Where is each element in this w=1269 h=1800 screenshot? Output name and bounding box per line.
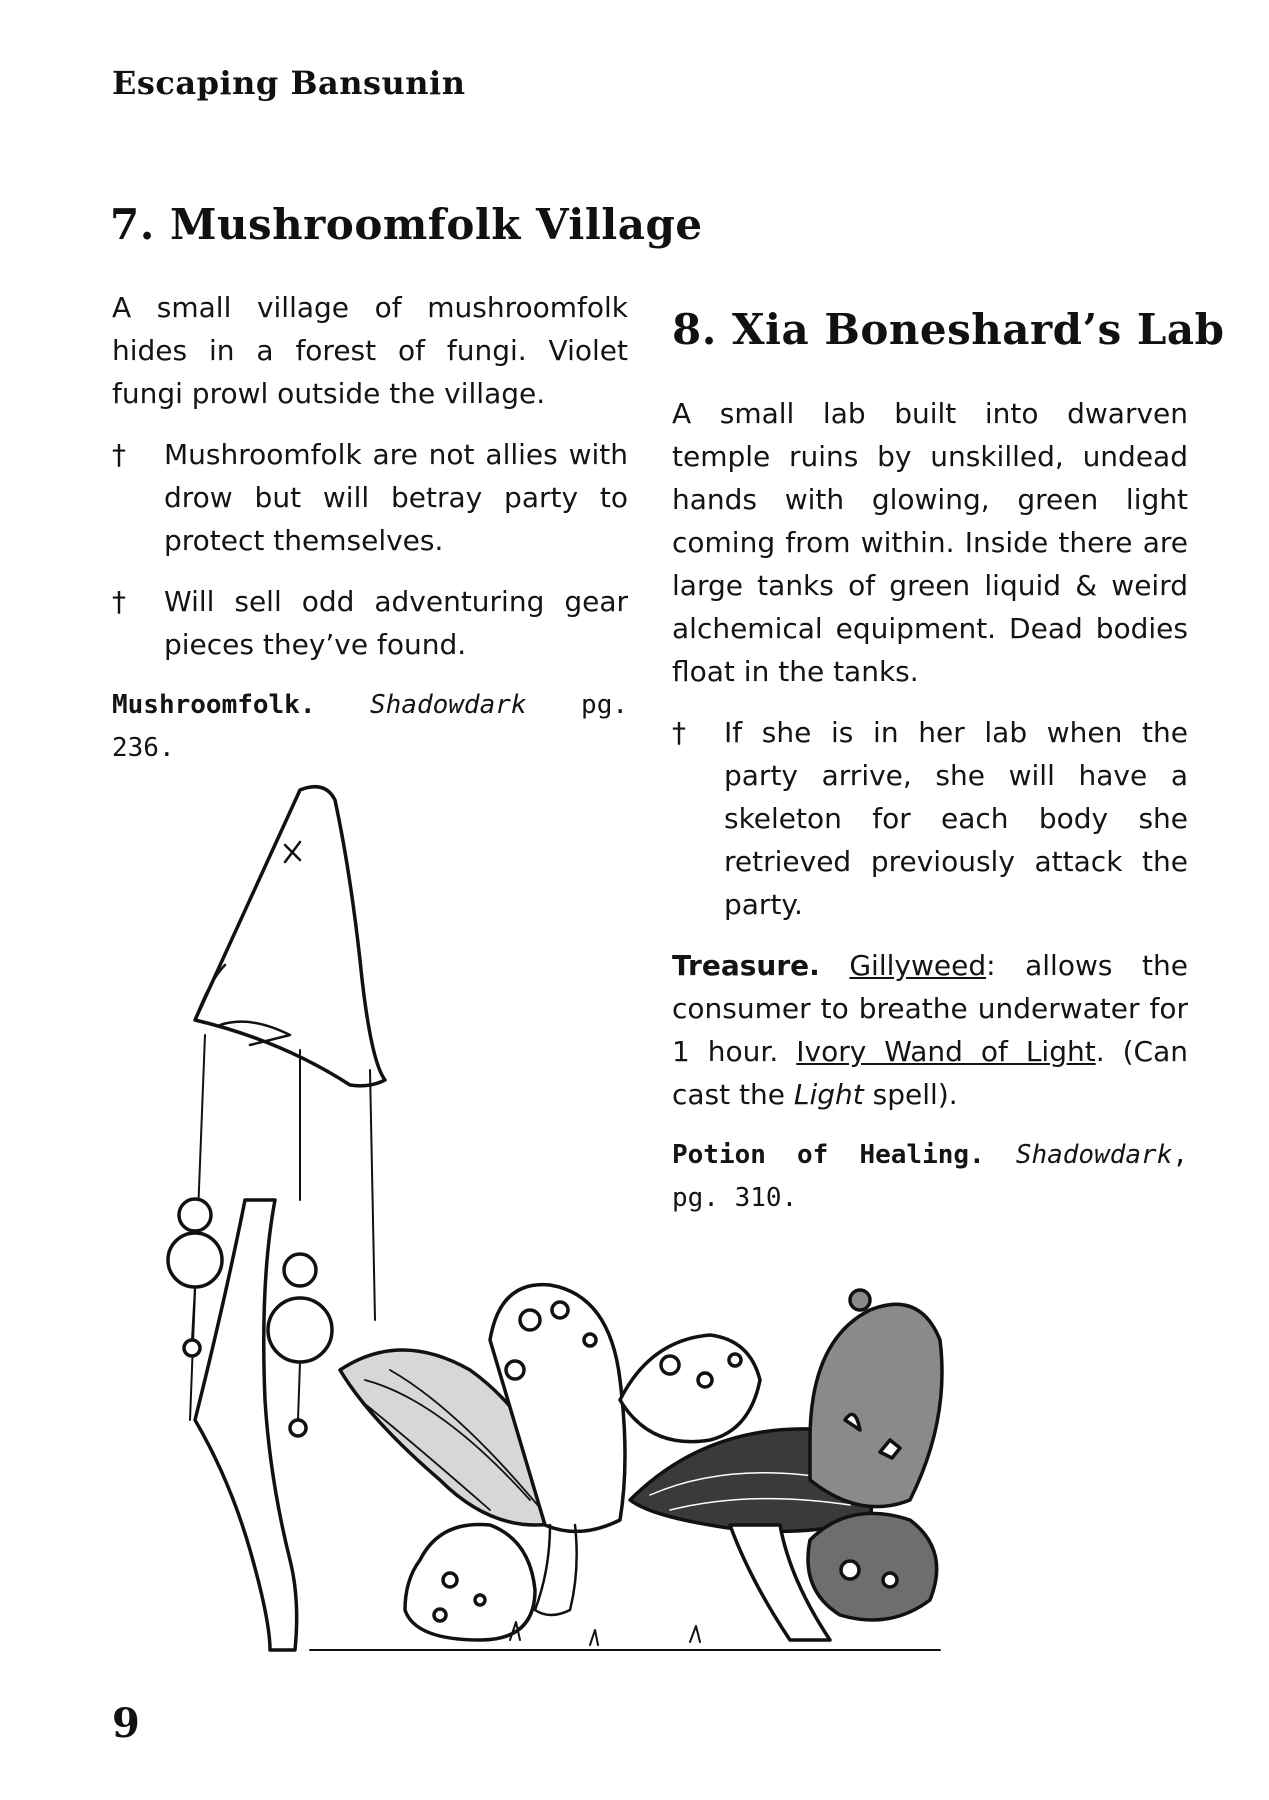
ref-page: pg. 236. — [112, 690, 629, 763]
section-8-title: 8. Xia Boneshard’s Lab — [672, 305, 1225, 354]
ref-name: Mushroomfolk. — [112, 690, 316, 720]
ref-sep: , — [1172, 1140, 1189, 1170]
page-number: 9 — [112, 1700, 141, 1747]
running-header: Escaping Bansunin — [112, 64, 466, 102]
spell-name: Light — [793, 1078, 864, 1111]
treasure-label: Treasure. — [672, 949, 820, 982]
list-item — [112, 433, 628, 562]
stat-reference-mushroomfolk — [112, 684, 628, 770]
ref-page: pg. 310. — [672, 1183, 798, 1213]
ref-book: Shadowdark — [370, 690, 527, 720]
dagger-icon: † — [112, 438, 126, 471]
wand-note-open: (Can cast the — [672, 1035, 1188, 1111]
ref-name: Potion of Healing. — [672, 1140, 985, 1170]
bullet-text: Will sell odd adventuring gear pieces they’ve found. — [164, 585, 628, 661]
section-7-intro: A small village of mushroomfolk hides in a forest of fungi. Violet fungi prowl outside the village. — [112, 291, 628, 410]
wand-note-close: spell). — [863, 1078, 958, 1111]
ref-book: Shadowdark — [1015, 1140, 1173, 1170]
item-ivory-wand: Ivory Wand of Light — [796, 1035, 1096, 1068]
section-7-bullets — [112, 433, 628, 666]
item-gillyweed: Gillyweed — [849, 949, 987, 982]
bullet-text: If she is in her lab when the party arrive, she will have a skeleton for each body she retrieved previously attack the party. — [724, 716, 1188, 921]
bullet-text: Mushroomfolk are not allies with drow but will betray party to protect themselves. — [164, 438, 628, 557]
gillyweed-desc: : allows the consumer to breathe underwater for 1 hour. — [672, 949, 1188, 1068]
wand-period: . — [1095, 1035, 1105, 1068]
section-7-title: 7. Mushroomfolk Village — [110, 200, 703, 249]
dagger-icon: † — [112, 585, 126, 618]
section-8-intro: A small lab built into dwarven temple ruins by unskilled, undead hands with glowing, green light coming from within. Inside there are large tanks of green liquid & weird alchemical equipment. Dead bodies float in the tanks. — [672, 397, 1188, 688]
section-7-body — [112, 286, 628, 788]
list-item — [112, 580, 628, 666]
dagger-icon: † — [672, 716, 686, 749]
mushroom-illustration — [150, 780, 1010, 1660]
